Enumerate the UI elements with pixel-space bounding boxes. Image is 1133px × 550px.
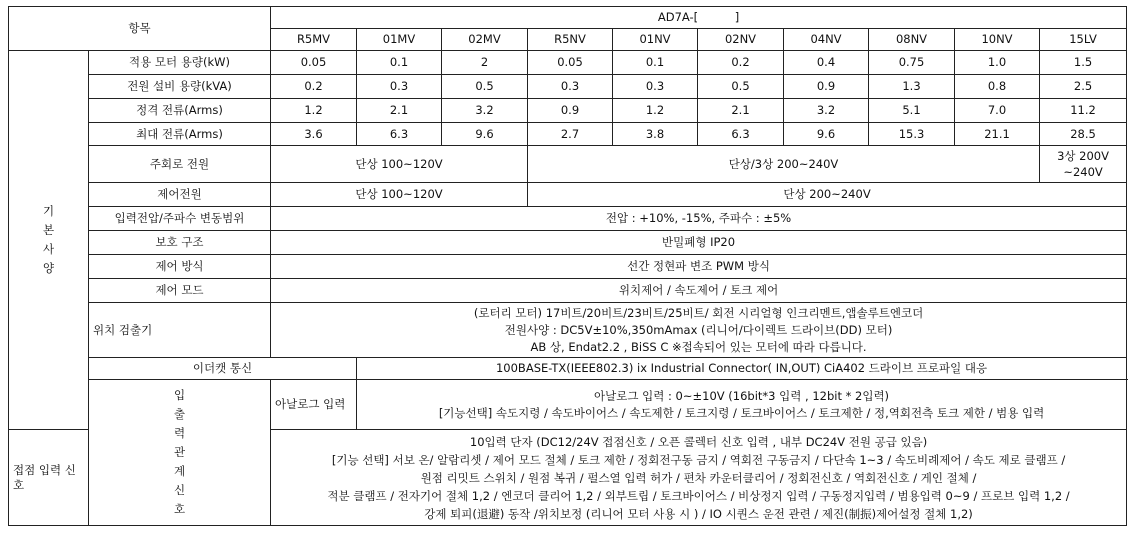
table-row <box>9 75 1127 99</box>
text-line: (로터리 모터) 17비트/20비트/23비트/25비트/ 회전 시리얼형 인크리멘트,앱솔루트엔코더 <box>473 305 924 320</box>
text-line: 적분 클램프 / 전자기어 절체 1,2 / 엔코더 클리어 1,2 / 외부트립 / 토크바이어스 / 비상정지 입력 / 구동정지입력 / 범용입력 0~9 / 프로브 입력 1,2 / <box>327 488 1070 503</box>
value-cell: 0.5 <box>442 75 528 99</box>
value-cell: 2 <box>442 51 528 75</box>
value-cell: 0.1 <box>357 51 442 75</box>
text-line: 원점 리밋트 스위치 / 원점 복귀 / 펄스열 입력 허가 / 편차 카운터클리어 / 정회전신호 / 역회전신호 / 게인 절체 / <box>420 470 977 485</box>
value-cell: 0.75 <box>869 51 955 75</box>
row-label: 이더캣 통신 <box>89 358 357 380</box>
value-cell: 0.9 <box>528 99 613 123</box>
encoder-cell <box>271 303 1127 358</box>
text-line: 전원사양 : DC5V±10%,350mAmax (리니어/다이렉트 드라이브(DD) 모터) <box>504 322 893 337</box>
value-cell: 2.1 <box>698 99 784 123</box>
value-cell: 0.5 <box>698 75 784 99</box>
model-cell: 01NV <box>613 29 698 51</box>
row-label: 입력전압/주파수 변동범위 <box>89 207 271 231</box>
row-label: 위치 검출기 <box>89 303 271 358</box>
value-cell: 0.2 <box>698 51 784 75</box>
text-line: 아날로그 입력 : 0~±10V (16bit*3 입력 , 12bit * 2입력) <box>594 388 890 403</box>
value-cell: 6.3 <box>698 123 784 146</box>
table-row <box>9 255 1127 279</box>
value-cell: 3.2 <box>442 99 528 123</box>
value-cell: 0.3 <box>528 75 613 99</box>
table-row <box>9 123 1127 146</box>
text-line: [기능선택] 속도지령 / 속도바이어스 / 속도제한 / 토크지령 / 토크바이어스 / 토크제한 / 정,역회전측 토크 제한 / 범용 입력 <box>438 405 1045 420</box>
model-cell: 15LV <box>1040 29 1127 51</box>
value-cell: 단상 100~120V <box>271 146 528 183</box>
model-header: AD7A-[ ] <box>271 7 1127 29</box>
value-cell: 28.5 <box>1040 123 1127 146</box>
value-cell: 0.8 <box>955 75 1040 99</box>
value-cell: 0.05 <box>528 51 613 75</box>
row-label: 최대 전류(Arms) <box>89 123 271 146</box>
analog-cell <box>357 380 1127 430</box>
value-cell: 11.2 <box>1040 99 1127 123</box>
table-row <box>9 183 1127 207</box>
value-cell: 100BASE-TX(IEEE802.3) ix Industrial Connector( IN,OUT) CiA402 드라이브 프로파일 대응 <box>357 358 1127 380</box>
value-cell: 단상 200~240V <box>528 183 1127 207</box>
value-cell: 3.8 <box>613 123 698 146</box>
row-label: 정격 전류(Arms) <box>89 99 271 123</box>
table-row <box>9 231 1127 255</box>
value-cell: 단상 100~120V <box>271 183 528 207</box>
value-cell: 위치제어 / 속도제어 / 토크 제어 <box>271 279 1127 303</box>
table-row <box>9 303 1127 358</box>
model-cell: 10NV <box>955 29 1040 51</box>
value-cell: 15.3 <box>869 123 955 146</box>
item-header: 항목 <box>9 7 271 51</box>
value-cell: 0.9 <box>784 75 869 99</box>
value-cell: 5.1 <box>869 99 955 123</box>
value-cell: 0.05 <box>271 51 357 75</box>
table-row <box>9 207 1127 231</box>
table-row <box>9 99 1127 123</box>
row-label: 적용 모터 용량(kW) <box>89 51 271 75</box>
table-row <box>9 380 1127 430</box>
model-cell: 04NV <box>784 29 869 51</box>
value-cell: 1.3 <box>869 75 955 99</box>
row-label: 접점 입력 신호 <box>9 430 89 526</box>
spec-table <box>8 6 1127 526</box>
model-cell: 02NV <box>698 29 784 51</box>
row-label: 주회로 전원 <box>89 146 271 183</box>
value-cell: 0.1 <box>613 51 698 75</box>
value-cell: 1.2 <box>271 99 357 123</box>
model-cell: R5NV <box>528 29 613 51</box>
row-label: 제어 모드 <box>89 279 271 303</box>
model-cell: 01MV <box>357 29 442 51</box>
basic-group-label: 기 본 사 양 <box>9 51 89 430</box>
table-row <box>9 358 1127 380</box>
value-cell: 2.1 <box>357 99 442 123</box>
text-line: [기능 선택] 서보 온/ 알람리셋 / 제어 모드 절체 / 토크 제한 / 정회전구동 금지 / 역회전 구동금지 / 다단속 1~3 / 속도비례제어 / 속도 제로 클램프 / <box>331 452 1066 467</box>
io-group-label: 입 출 력 관 계 신 호 <box>89 380 271 526</box>
text-line: 10입력 단자 (DC12/24V 접점신호 / 오픈 콜렉터 신호 입력 , 내부 DC24V 전원 공급 있음) <box>469 434 928 449</box>
model-cell: 02MV <box>442 29 528 51</box>
value-cell: 0.3 <box>613 75 698 99</box>
row-label: 보호 구조 <box>89 231 271 255</box>
value-cell: 6.3 <box>357 123 442 146</box>
row-label: 아날로그 입력 <box>271 380 357 430</box>
value-cell: 3.6 <box>271 123 357 146</box>
row-label: 전원 설비 용량(kVA) <box>89 75 271 99</box>
value-cell: 2.7 <box>528 123 613 146</box>
text-line: AB 상, Endat2.2 , BiSS C ※접속되어 있는 모터에 따라 다릅니다. <box>530 339 867 354</box>
text-line: 강제 퇴피(退避) 동작 /위치보정 (리니어 모터 사용 시 ) / IO 시퀀스 운전 관련 / 제진(制振)제어설정 절체 1,2) <box>424 506 973 521</box>
value-cell: 0.2 <box>271 75 357 99</box>
table-row <box>9 51 1127 75</box>
value-cell: 0.3 <box>357 75 442 99</box>
model-cell: R5MV <box>271 29 357 51</box>
table-row <box>9 279 1127 303</box>
contact-cell <box>271 430 1127 526</box>
value-cell: 2.5 <box>1040 75 1127 99</box>
value-cell: 21.1 <box>955 123 1040 146</box>
row-label: 제어전원 <box>89 183 271 207</box>
model-cell: 08NV <box>869 29 955 51</box>
value-cell: 9.6 <box>442 123 528 146</box>
value-cell: 1.2 <box>613 99 698 123</box>
value-cell: 단상/3상 200~240V <box>528 146 1040 183</box>
value-cell: 9.6 <box>784 123 869 146</box>
value-cell: 3.2 <box>784 99 869 123</box>
table-row <box>9 146 1127 183</box>
row-label: 제어 방식 <box>89 255 271 279</box>
value-cell: 3상 200V ~240V <box>1040 146 1127 183</box>
value-cell: 7.0 <box>955 99 1040 123</box>
value-cell: 선간 정현파 변조 PWM 방식 <box>271 255 1127 279</box>
value-cell: 1.0 <box>955 51 1040 75</box>
value-cell: 0.4 <box>784 51 869 75</box>
value-cell: 1.5 <box>1040 51 1127 75</box>
value-cell: 반밀폐형 IP20 <box>271 231 1127 255</box>
value-cell: 전압 : +10%, -15%, 주파수 : ±5% <box>271 207 1127 231</box>
